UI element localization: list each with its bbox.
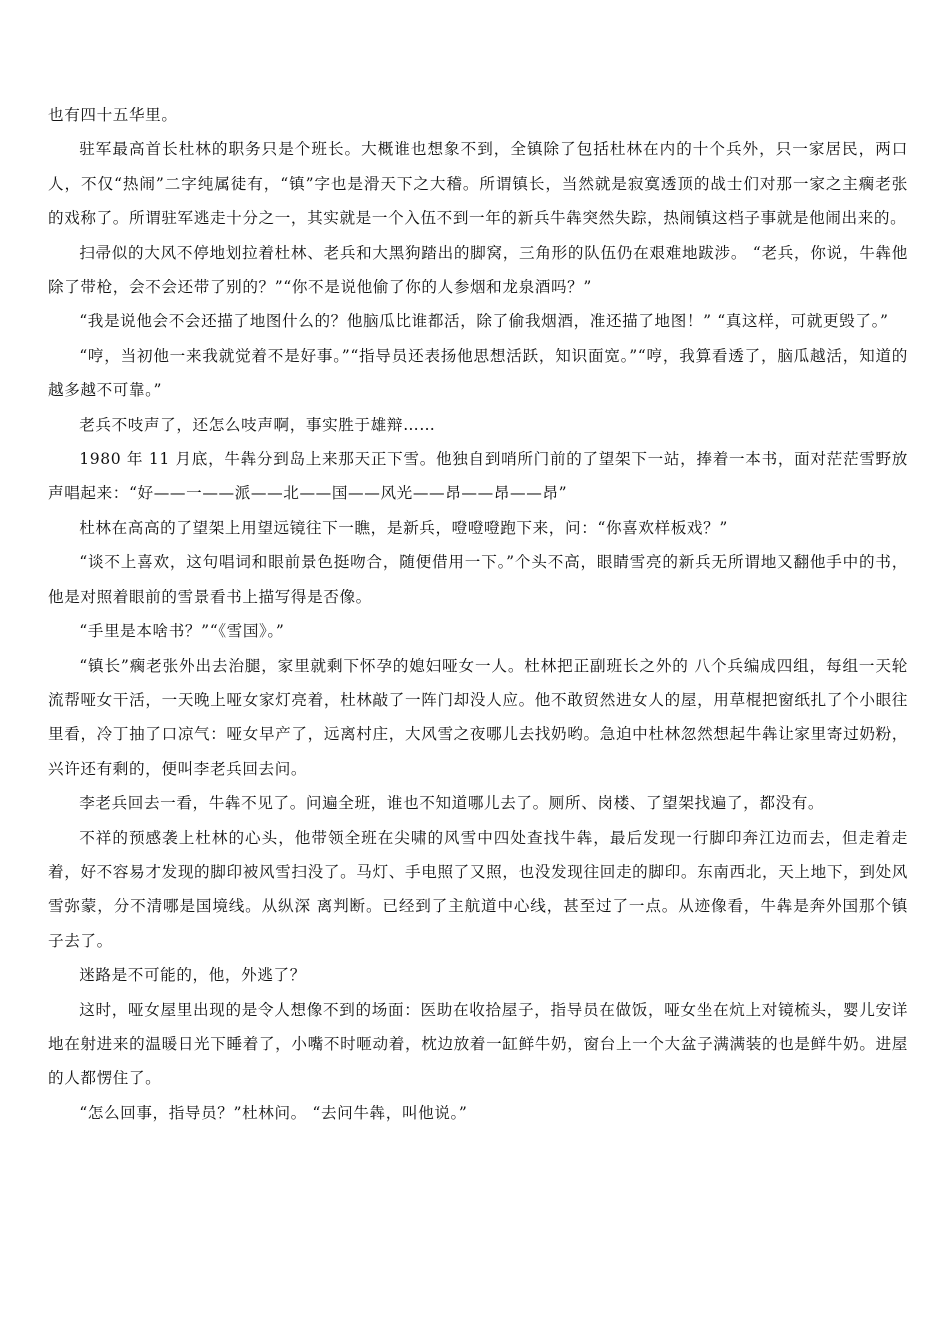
- paragraph-defected: 迷路是不可能的，他，外逃了？: [79, 966, 306, 985]
- paragraph-ask-niuben: “怎么回事，指导员？”杜林问。 “去问牛犇，叫他说。”: [79, 1103, 468, 1122]
- paragraph-map-dialogue: “我是说他会不会还描了地图什么的？他脑瓜比谁都活，除了偷我烟酒，准还描了地图！” “真这样，可就更毁了。”: [79, 312, 889, 331]
- paragraph-garrison-commander: 驻军最高首长杜林的职务只是个班长。大概谁也想象不到，全镇除了包括杜林在内的十个兵外，只一家居民，两口人，不仅“热闹”二字纯属徒有，“镇”字也是滑天下之大稽。所谓镇长，当然就是寂寞透顶的战士们对那一家之主瘸老张的戏称了。所谓驻军逃走十分之一，其实就是一个入伍不到一年的新兵牛犇突然失踪，热闹镇这档子事就是他闹出来的。: [48, 140, 908, 228]
- paragraph-model-opera: 杜林在高高的了望架上用望远镜往下一瞧，是新兵，噔噔噔跑下来，问：“你喜欢样板戏？”: [79, 518, 728, 537]
- paragraph-surprising-scene: 这时，哑女屋里出现的是令人想像不到的场面：医助在收拾屋子，指导员在做饭，哑女坐在炕上对镜梳头，婴儿安详地在射进来的温暖日光下睡着了，小嘴不时咂动着，枕边放着一缸鲜牛奶，窗台上一个大盆子满满装的也是鲜牛奶。进屋的人都愣住了。: [48, 1000, 908, 1088]
- paragraph-snow-country: “手里是本啥书？”“《雪国》。”: [79, 622, 285, 641]
- paragraph-1980-arrival: 1980 年 11 月底，牛犇分到岛上来那天正下雪。他独自到哨所门前的了望架下一站，捧着一本书，面对茫茫雪野放声唱起来：“好——一——派——北——国——风光——昂——昂——昂”: [48, 450, 908, 503]
- story-text: [48, 98, 908, 1130]
- paragraph-niuben-missing: 李老兵回去一看，牛犇不见了。问遍全班，谁也不知道哪儿去了。厕所、岗楼、了望架找遍了，都没有。: [79, 794, 825, 813]
- paragraph-search-footprints: 不祥的预感袭上杜林的心头，他带领全班在尖啸的风雪中四处查找牛犇，最后发现一行脚印奔江边而去，但走着走着，好不容易才发现的脚印被风雪扫没了。马灯、手电照了又照，也没发现往回走的脚印。东南西北，天上地下，到处风雪弥蒙，分不清哪是国境线。从纵深 离判断。已经到了主航道中心线，甚至过了一点。从迹像看，牛犇是奔外国那个镇子去了。: [48, 828, 908, 950]
- paragraph-mute-woman: “镇长”瘸老张外出去治腿，家里就剩下怀孕的媳妇哑女一人。杜林把正副班长之外的 八个兵编成四组，每组一天轮流帮哑女干活，一天晚上哑女家灯亮着，杜林敲了一阵门却没人应。他不敢贸然进女人的屋，用草棍把窗纸扎了个小眼往里看，冷丁抽了口凉气：哑女早产了，远离村庄，大风雪之夜哪儿去找奶哟。急迫中杜林忽然想起牛犇让家里寄过奶粉，兴许还有剩的，便叫李老兵回去问。: [48, 656, 908, 778]
- paragraph-old-soldier-silent: 老兵不吱声了，还怎么吱声啊，事实胜于雄辩……: [79, 415, 436, 434]
- paragraph-hum-dialogue: “哼，当初他一来我就觉着不是好事。”“指导员还表扬他思想活跃，知识面宽。”“哼，我算看透了，脑瓜越活，知道的越多越不可靠。”: [48, 346, 908, 400]
- paragraph-wind-march: 扫帚似的大风不停地划拉着杜林、老兵和大黑狗踏出的脚窝，三角形的队伍仍在艰难地跋涉。 “老兵，你说，牛犇他除了带枪，会不会还带了别的？”“你不是说他偷了你的人参烟和龙泉酒吗？”: [48, 243, 908, 297]
- paragraph-lyrics-reply: “谈不上喜欢，这句唱词和眼前景色挺吻合，随便借用一下。”个头不高，眼睛雪亮的新兵无所谓地又翻他手中的书，他是对照着眼前的雪景看书上描写得是否像。: [48, 553, 908, 606]
- paragraph-continuation: 也有四十五华里。: [48, 106, 178, 124]
